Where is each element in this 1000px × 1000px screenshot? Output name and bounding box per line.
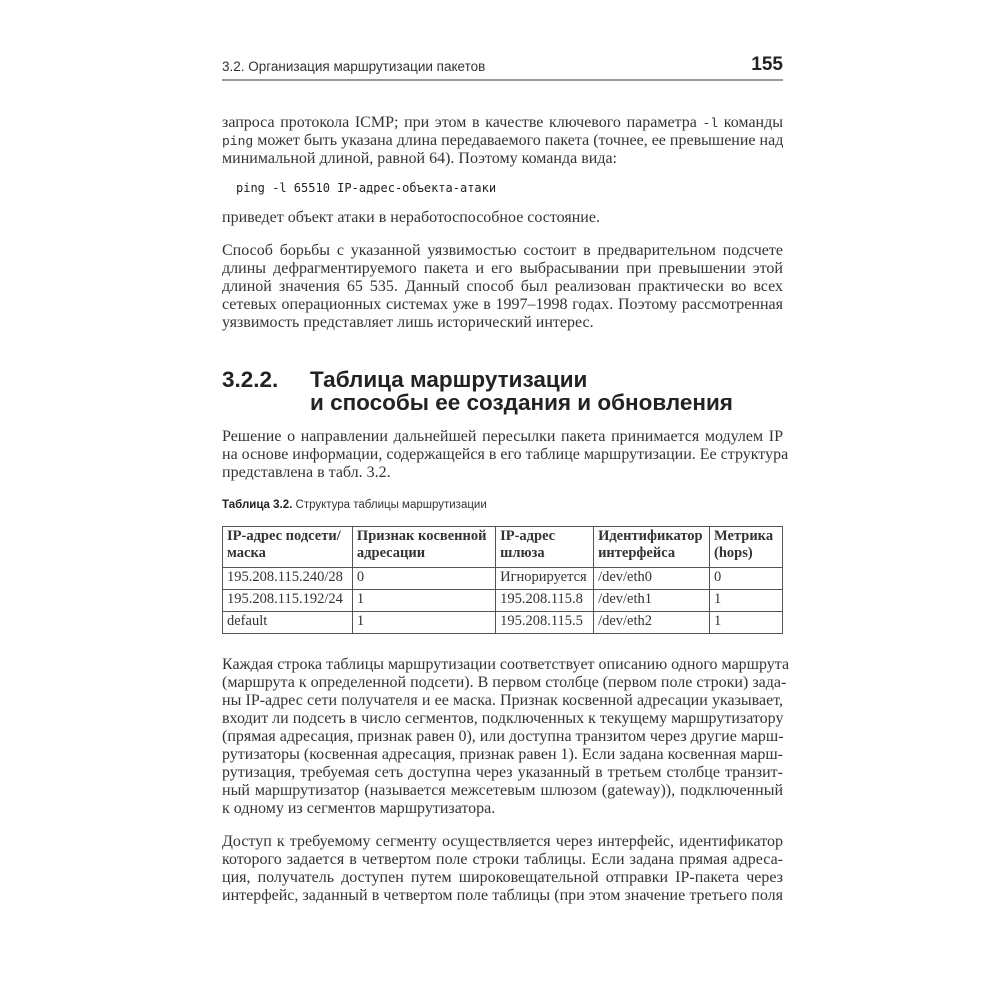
table-cell: 1 [352, 590, 495, 612]
table-cell: 0 [710, 568, 783, 590]
table-cell: /dev/eth2 [594, 612, 710, 634]
paragraph-line: Доступ к требуемому сегменту осуществляется через интерфейс, идентификатор [222, 833, 783, 850]
section-number: 3.2.2. [222, 367, 279, 392]
table-cell: /dev/eth0 [594, 568, 710, 590]
table-row [223, 590, 783, 612]
paragraph-line: уязвимость представляет лишь исторический интерес. [222, 314, 594, 331]
table-caption: Таблица 3.2. Структура таблицы маршрутизации [222, 499, 487, 511]
paragraph-line: длины дефрагментируемого пакета и его выбрасывании при превышении этой [222, 260, 783, 277]
paragraph-line: входит ли подсеть в число сегментов, подключенных к текущему маршрутизатору [222, 710, 784, 727]
header-rule [222, 79, 783, 81]
table-cell: 195.208.115.5 [496, 612, 594, 634]
paragraph-line: длиной значения 65 535. Данный способ был реализован практически во всех [222, 278, 783, 295]
table-row [223, 568, 783, 590]
column-header: IP-адрес шлюза [496, 527, 594, 568]
code-example: ping -l 65510 IP-адрес-объекта-атаки [236, 181, 497, 195]
column-header: Метрика (hops) [710, 527, 783, 568]
section-title-line1: Таблица маршрутизации [310, 367, 588, 392]
paragraph-line: Способ борьбы с указанной уязвимостью состоит в предварительном подсчете [222, 242, 783, 259]
paragraph-line: ping может быть указана длина передаваемого пакета (точнее, ее превышение над [222, 132, 784, 149]
page-number: 155 [751, 54, 783, 75]
paragraph-line: представлена в табл. 3.2. [222, 464, 391, 481]
paragraph-line: Каждая строка таблицы маршрутизации соответствует описанию одного маршрута [222, 656, 790, 673]
table-cell: /dev/eth1 [594, 590, 710, 612]
table-cell: 1 [710, 612, 783, 634]
paragraph-line: ный маршрутизатор (называется межсетевым шлюзом (gateway)), подключенный [222, 782, 783, 799]
table-header-row [223, 527, 783, 568]
paragraph-line: сетевых операционных системах уже в 1997–1998 годах. Поэтому рассмотренная [222, 296, 783, 313]
running-header: 3.2. Организация маршрутизации пакетов [222, 59, 486, 74]
paragraph-line: ны IP-адрес сети получателя и ее маска. Признак косвенной адресации указывает, [222, 692, 783, 709]
paragraph-line: которого задается в четвертом поле строки таблицы. Если задана прямая адреса- [222, 851, 783, 868]
paragraph-line: Решение о направлении дальнейшей пересылки пакета принимается модулем IP [222, 428, 783, 445]
paragraph-line: (прямая адресация, признак равен 0), или доступна транзитом через другие марш- [222, 728, 784, 745]
table-cell: default [223, 612, 353, 634]
paragraph-line: рутизация, требуемая сеть доступна через указанный в третьем столбце транзит- [222, 764, 783, 781]
table-cell: 195.208.115.192/24 [223, 590, 353, 612]
paragraph-line: запроса протокола ICMP; при этом в качестве ключевого параметра -l команды [222, 114, 783, 131]
column-header: IP-адрес подсети/ маска [223, 527, 353, 568]
table-row [223, 612, 783, 634]
paragraph-line: минимальной длиной, равной 64). Поэтому команда вида: [222, 150, 617, 167]
table-cell: 1 [710, 590, 783, 612]
column-header: Идентификатор интерфейса [594, 527, 710, 568]
paragraph-line: на основе информации, содержащейся в его таблице маршрутизации. Ее структура [222, 446, 789, 463]
table-cell: 195.208.115.8 [496, 590, 594, 612]
paragraph-line: к одному из сегментов маршрутизатора. [222, 800, 496, 817]
paragraph-line: ция, получатель доступен путем широковещательной отправки IP-пакета через [222, 869, 783, 886]
routing-table [222, 526, 783, 634]
table-cell: Игнорируется [496, 568, 594, 590]
table-cell: 0 [352, 568, 495, 590]
column-header: Признак косвенной адресации [352, 527, 495, 568]
paragraph-line: приведет объект атаки в неработоспособное состояние. [222, 209, 600, 226]
paragraph-line: рутизаторы (косвенная адресация, признак равен 1). Если задана косвенная марш- [222, 746, 784, 763]
table-cell: 1 [352, 612, 495, 634]
paragraph-line: интерфейс, заданный в четвертом поле таблицы (при этом значение третьего поля [222, 887, 783, 904]
section-title-line2: и способы ее создания и обновления [310, 390, 733, 415]
table-cell: 195.208.115.240/28 [223, 568, 353, 590]
paragraph-line: (маршрута к определенной подсети). В первом столбце (первом поле строки) зада- [222, 674, 787, 691]
